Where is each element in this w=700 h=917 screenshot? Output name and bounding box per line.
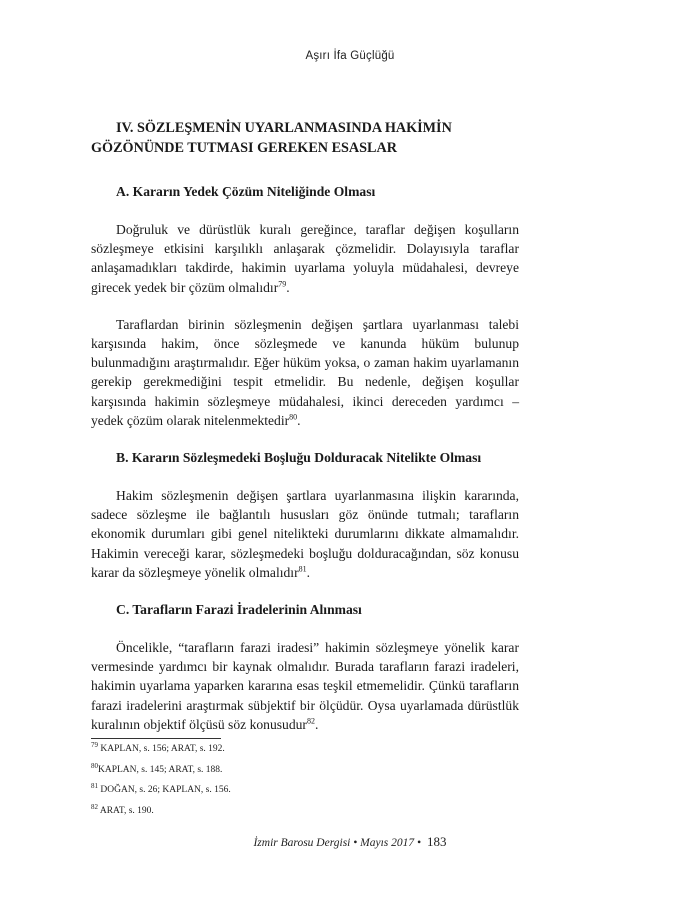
page-number: 183 [427, 834, 447, 849]
footnote-divider [91, 738, 221, 739]
page-body [91, 118, 519, 825]
page-footer [0, 834, 700, 850]
paragraph: Taraflardan birinin sözleşmenin değişen şartlara uyarlanması talebi karşısında hakim, önce sözleşmede ve kanunda hüküm bulunup bulunmadığını araştırmalıdır. Eğer hüküm yoksa, o zaman hakim uyarlamanın gerekip gerekmediğini tespit etmelidir. Bu nedenle, değişen koşullar karşısında hakimin sözleşmeye müdahalesi, ikinci dereceden yardımcı – yedek çözüm olarak nitelenmektedir$^{80}$. [91, 316, 519, 428]
footnote: $^{81}$ DOĞAN, s. 26; KAPLAN, s. 156. [91, 781, 231, 796]
paragraph: Doğruluk ve dürüstlük kuralı gereğince, taraflar değişen koşulların sözleşmeye etkisini karşılıklı anlaşarak çözmelidir. Dolayısıyla taraflar anlaşamadıkları takdirde, hakimin uyarlama yoluyla müdahalesi, devreye girecek yedek bir çözüm olmalıdır$^{79}$. [91, 222, 519, 295]
footnote-ref: 82 [306, 716, 315, 726]
footnote-ref: 79 [278, 279, 287, 289]
section-heading-c: C. Tarafların Farazi İradelerinin Alınması [116, 602, 362, 618]
paragraph: Öncelikle, “tarafların farazi iradesi” hakimin sözleşmeye yönelik karar vermesinde yardımcı bir kaynak olmalıdır. Burada tarafların farazi iradeleri, hakimin uyarlama yaparken kararına esas teşkil etmemelidir. Çünkü tarafların farazi iradelerini araştırmak sübjektif bir ölçüdür. Oysa uyarlamada dürüstlük kuralının objektif ölçüsü söz konusudur$^{82}$. [91, 640, 519, 732]
section-heading-b: B. Kararın Sözleşmedeki Boşluğu Dolduracak Nitelikte Olması [116, 450, 482, 466]
journal-name: İzmir Barosu Dergisi • Mayıs 2017 • [253, 837, 422, 849]
running-head: Aşırı İfa Güçlüğü [305, 50, 395, 62]
footnote-ref: 81 [298, 564, 307, 574]
footnote-ref: 80 [289, 412, 298, 422]
main-heading: IV. SÖZLEŞMENİN UYARLANMASINDA HAKİMİN GÖZÖNÜNDE TUTMASI GEREKEN ESASLAR [91, 120, 452, 156]
paragraph: Hakim sözleşmenin değişen şartlara uyarlanmasına ilişkin kararında, sadece sözleşme ile bağlantılı hususları göz önünde tutmalı; tarafların ekonomik durumları gibi genel nitelikteki durumlarını dikkate almamalıdır. Hakimin vereceği karar, sözleşmedeki boşluğu dolduracağından, söz konusu karar da sözleşmeye yönelik olmalıdır$^{81}$. [91, 488, 519, 580]
footnote: $^{82}$ ARAT, s. 190. [91, 802, 154, 816]
footnote: $^{80}$KAPLAN, s. 145; ARAT, s. 188. [91, 761, 223, 775]
footnote: $^{79}$ KAPLAN, s. 156; ARAT, s. 192. [91, 740, 225, 755]
section-heading-a: A. Kararın Yedek Çözüm Niteliğinde Olması [116, 184, 376, 199]
